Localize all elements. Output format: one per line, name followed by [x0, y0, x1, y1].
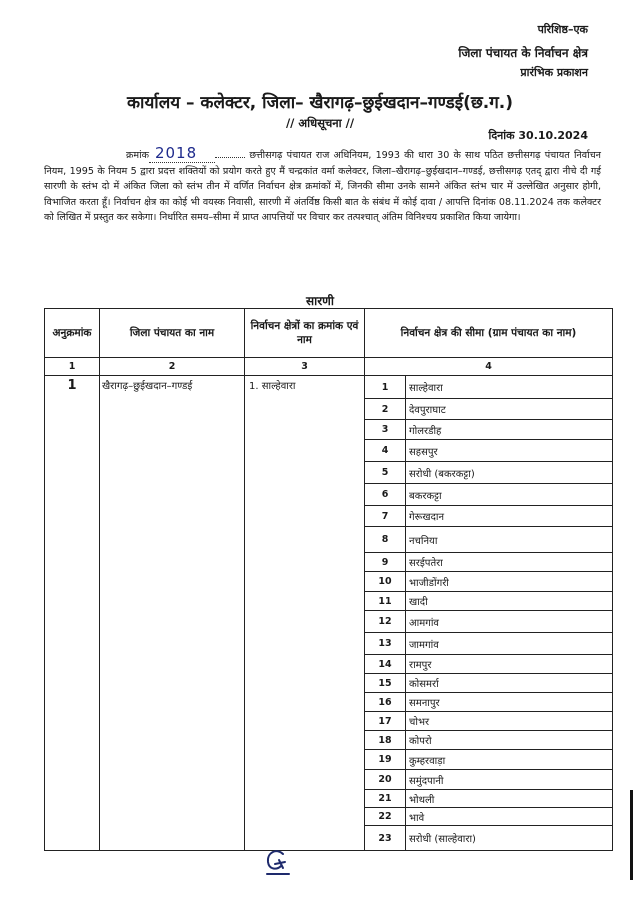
gp-serial: 9	[365, 553, 406, 572]
notification-heading: // अधिसूचना //	[285, 116, 355, 130]
column-number: 1	[45, 358, 100, 376]
gp-serial: 1	[365, 376, 406, 399]
gp-name: सरईपतेरा	[406, 553, 613, 572]
gp-name: भोथली	[406, 790, 613, 808]
gp-serial: 4	[365, 440, 406, 462]
table-row	[45, 376, 613, 399]
gp-name: भावे	[406, 808, 613, 826]
office-title: कार्यालय – कलेक्टर, जिला– खैरागढ़–छुईखदान–गण्डई(छ.ग.)	[126, 93, 514, 113]
gp-serial: 20	[365, 770, 406, 790]
gp-name: नचनिया	[406, 527, 613, 553]
header-constituency: निर्वाचन क्षेत्रों का क्रमांक एवं नाम	[245, 309, 365, 358]
gp-name: गेरूखदान	[406, 506, 613, 527]
gp-name: सरोधी (साल्हेवारा)	[406, 826, 613, 851]
gp-serial: 3	[365, 420, 406, 440]
column-number: 3	[245, 358, 365, 376]
body-paragraph: छत्तीसगढ़ पंचायत राज अधिनियम, 1993 की धारा 30 के साथ पठित छत्तीसगढ़ पंचायत निर्वाचन नियम, 1995 के नियम 5 द्वारा प्रदत्त शक्तियों को प्रयोग करते हुए मैं चन्द्रकांत वर्मा कलेक्टर, जिला–खैरागढ़–छुईखदान–गण्डई, छत्तीसगढ़ एतद् द्वारा नीचे दी गई सारणी के स्तंभ दो में अंकित जिला को स्तंभ तीन में वर्णित निर्वाचन क्षेत्र क्रमांकों में, जिनकी सीमा उनके सामने अंकित स्तंभ चार में उल्लेखित अनुसार होगी, विभाजित करता हूँ। निर्वाचन क्षेत्र का कोई भी वयस्क निवासी, सारणी में अंतर्विष्ठ किसी बात के संबंध में कोई दावा / आपत्ति दिनांक 08.11.2024 तक कलेक्टर को लिखित में प्रस्तुत कर सकेगा। निर्धारित समय–सीमा में प्राप्त आपत्तियों पर विचार कर तत्पश्चात् अंतिम विनिश्चय प्रकाशित किया जायेगा।	[44, 150, 601, 224]
order-prefix: क्रमांक	[126, 150, 149, 161]
gp-serial: 13	[365, 633, 406, 655]
gp-serial: 16	[365, 693, 406, 712]
gp-serial: 14	[365, 655, 406, 674]
gp-serial: 17	[365, 712, 406, 731]
row-serial: 1	[45, 376, 100, 851]
gp-serial: 22	[365, 808, 406, 826]
gp-name: चोभर	[406, 712, 613, 731]
gp-name: सहसपुर	[406, 440, 613, 462]
gp-serial: 19	[365, 750, 406, 770]
column-number-row	[45, 358, 613, 376]
gp-name: बकरकट्टा	[406, 484, 613, 506]
header-serial: अनुक्रमांक	[45, 309, 100, 358]
district-name: खैरागढ़–छुईखदान–गण्डई	[100, 376, 245, 851]
gp-name: खादी	[406, 592, 613, 611]
gp-serial: 2	[365, 399, 406, 420]
gp-serial: 6	[365, 484, 406, 506]
constituency-name: 1. साल्हेवारा	[245, 376, 365, 851]
gp-name: समनापुर	[406, 693, 613, 712]
dotted-leader	[215, 157, 245, 158]
notification-date: दिनांक 30.10.2024	[488, 129, 588, 142]
gp-name: समुंदपानी	[406, 770, 613, 790]
column-number: 2	[100, 358, 245, 376]
gp-name: कोसमर्रा	[406, 674, 613, 693]
gp-name: आमगांव	[406, 611, 613, 633]
gp-serial: 21	[365, 790, 406, 808]
table-body	[45, 376, 613, 851]
order-number: 2018	[149, 144, 215, 163]
header-boundary: निर्वाचन क्षेत्र की सीमा (ग्राम पंचायत का नाम)	[365, 309, 613, 358]
publication-type: प्रारंभिक प्रकाशन	[520, 66, 588, 79]
gp-name: साल्हेवारा	[406, 376, 613, 399]
gp-serial: 8	[365, 527, 406, 553]
gp-name: गोलरडीह	[406, 420, 613, 440]
gp-serial: 23	[365, 826, 406, 851]
table-title: सारणी	[306, 294, 334, 308]
gp-name: कोपरो	[406, 731, 613, 750]
gp-serial: 12	[365, 611, 406, 633]
gp-name: जामगांव	[406, 633, 613, 655]
notification-body	[44, 146, 601, 226]
gp-serial: 10	[365, 572, 406, 592]
gp-serial: 7	[365, 506, 406, 527]
gp-serial: 11	[365, 592, 406, 611]
table-header-row	[45, 309, 613, 358]
scan-edge	[630, 790, 633, 880]
constituency-table	[44, 308, 613, 851]
gp-name: देवपुराघाट	[406, 399, 613, 420]
gp-serial: 18	[365, 731, 406, 750]
document-subtitle: जिला पंचायत के निर्वाचन क्षेत्र	[458, 46, 588, 60]
gp-serial: 15	[365, 674, 406, 693]
gp-name: सरोधी (बकरकट्टा)	[406, 462, 613, 484]
gp-name: कुम्हरवाड़ा	[406, 750, 613, 770]
signature-icon	[265, 848, 293, 878]
header-district: जिला पंचायत का नाम	[100, 309, 245, 358]
gp-serial: 5	[365, 462, 406, 484]
appendix-label: परिशिष्ठ–एक	[537, 23, 588, 36]
gp-name: भाजीडोंगरी	[406, 572, 613, 592]
gp-name: रामपुर	[406, 655, 613, 674]
column-number: 4	[365, 358, 613, 376]
